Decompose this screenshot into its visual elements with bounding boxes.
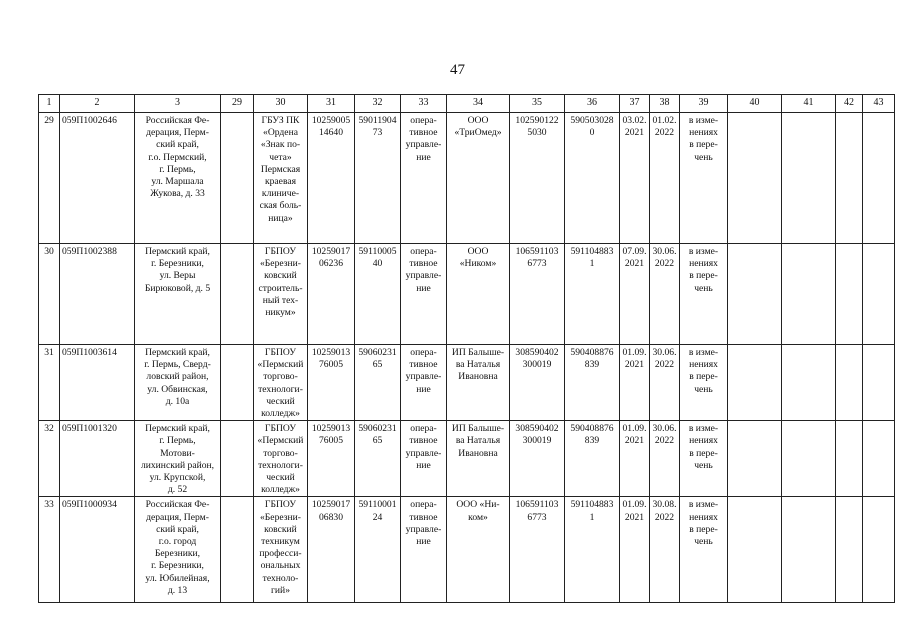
holder-ogrn-cell: 308590402 300019: [510, 421, 565, 497]
note-cell: в изме- нениях в пере- чень: [680, 113, 728, 244]
column-43-cell: [863, 113, 895, 244]
inn-cell: 59060231 65: [355, 345, 401, 421]
right-type-cell: опера- тивное управле- ние: [401, 345, 447, 421]
object-code-cell: 059П1002646: [60, 113, 135, 244]
column-header: 35: [510, 95, 565, 113]
table-row: [39, 497, 895, 603]
column-header: 30: [254, 95, 308, 113]
holder-inn-cell: 590408876 839: [565, 345, 620, 421]
address-cell: Пермский край, г. Березники, ул. Веры Бирюковой, д. 5: [135, 244, 221, 345]
ogrn-cell: 10259017 06236: [308, 244, 355, 345]
date-to-cell: 30.06. 2022: [650, 345, 680, 421]
date-from-cell: 01.09. 2021: [620, 497, 650, 603]
row-number-cell: 30: [39, 244, 60, 345]
holder-inn-cell: 590503028 0: [565, 113, 620, 244]
column-header: 39: [680, 95, 728, 113]
right-type-cell: опера- тивное управле- ние: [401, 244, 447, 345]
ogrn-cell: 10259013 76005: [308, 345, 355, 421]
address-cell: Пермский край, г. Пермь, Сверд- ловский район, ул. Обвинская, д. 10а: [135, 345, 221, 421]
column-header: 33: [401, 95, 447, 113]
inn-cell: 59110005 40: [355, 244, 401, 345]
column-41-cell: [782, 345, 836, 421]
date-to-cell: 30.06. 2022: [650, 421, 680, 497]
right-type-cell: опера- тивное управле- ние: [401, 421, 447, 497]
row-number-cell: 33: [39, 497, 60, 603]
page-number: 47: [450, 62, 465, 78]
holder-cell: ООО «Ни- ком»: [447, 497, 510, 603]
object-code-cell: 059П1000934: [60, 497, 135, 603]
row-number-cell: 32: [39, 421, 60, 497]
holder-ogrn-cell: 102590122 5030: [510, 113, 565, 244]
column-40-cell: [728, 244, 782, 345]
ogrn-cell: 10259017 06830: [308, 497, 355, 603]
holder-cell: ООО «Ником»: [447, 244, 510, 345]
organization-cell: ГБПОУ «Березни- ковский техникум професси- ональных техноло- гий»: [254, 497, 308, 603]
column-header: 1: [39, 95, 60, 113]
column-41-cell: [782, 113, 836, 244]
holder-inn-cell: 591104883 1: [565, 497, 620, 603]
inn-cell: 59011904 73: [355, 113, 401, 244]
date-to-cell: 30.08. 2022: [650, 497, 680, 603]
column-29-cell: [221, 421, 254, 497]
date-from-cell: 03.02. 2021: [620, 113, 650, 244]
holder-inn-cell: 590408876 839: [565, 421, 620, 497]
column-41-cell: [782, 497, 836, 603]
inn-cell: 59060231 65: [355, 421, 401, 497]
column-number-row: [39, 95, 895, 113]
organization-cell: ГБПОУ «Пермский торгово- технологи- ческий колледж»: [254, 421, 308, 497]
column-29-cell: [221, 113, 254, 244]
date-from-cell: 01.09. 2021: [620, 345, 650, 421]
object-code-cell: 059П1001320: [60, 421, 135, 497]
note-cell: в изме- нениях в пере- чень: [680, 421, 728, 497]
column-40-cell: [728, 497, 782, 603]
column-header: 2: [60, 95, 135, 113]
ogrn-cell: 10259005 14640: [308, 113, 355, 244]
organization-cell: ГБУЗ ПК «Ордена «Знак по- чета» Пермская краевая клиниче- ская боль- ница»: [254, 113, 308, 244]
inn-cell: 59110001 24: [355, 497, 401, 603]
column-40-cell: [728, 345, 782, 421]
column-header: 36: [565, 95, 620, 113]
column-42-cell: [836, 113, 863, 244]
column-header: 34: [447, 95, 510, 113]
column-header: 3: [135, 95, 221, 113]
registry-table: [38, 94, 895, 603]
date-from-cell: 07.09. 2021: [620, 244, 650, 345]
object-code-cell: 059П1003614: [60, 345, 135, 421]
column-header: 38: [650, 95, 680, 113]
column-29-cell: [221, 244, 254, 345]
column-42-cell: [836, 421, 863, 497]
column-29-cell: [221, 497, 254, 603]
table-body: [39, 113, 895, 603]
column-header: 40: [728, 95, 782, 113]
right-type-cell: опера- тивное управле- ние: [401, 113, 447, 244]
column-header: 29: [221, 95, 254, 113]
column-header: 42: [836, 95, 863, 113]
note-cell: в изме- нениях в пере- чень: [680, 345, 728, 421]
table-row: [39, 244, 895, 345]
column-header: 41: [782, 95, 836, 113]
column-43-cell: [863, 421, 895, 497]
ogrn-cell: 10259013 76005: [308, 421, 355, 497]
organization-cell: ГБПОУ «Березни- ковский строитель- ный тех- никум»: [254, 244, 308, 345]
holder-inn-cell: 591104883 1: [565, 244, 620, 345]
column-42-cell: [836, 345, 863, 421]
column-40-cell: [728, 113, 782, 244]
holder-ogrn-cell: 106591103 6773: [510, 244, 565, 345]
note-cell: в изме- нениях в пере- чень: [680, 497, 728, 603]
date-to-cell: 01.02. 2022: [650, 113, 680, 244]
column-header: 43: [863, 95, 895, 113]
column-41-cell: [782, 244, 836, 345]
column-43-cell: [863, 345, 895, 421]
row-number-cell: 29: [39, 113, 60, 244]
date-to-cell: 30.06. 2022: [650, 244, 680, 345]
address-cell: Российская Фе- дерация, Перм- ский край, г.о. Пермский, г. Пермь, ул. Маршала Жукова, д. 33: [135, 113, 221, 244]
column-40-cell: [728, 421, 782, 497]
table-row: [39, 345, 895, 421]
address-cell: Пермский край, г. Пермь, Мотови- лихинский район, ул. Крупской, д. 52: [135, 421, 221, 497]
note-cell: в изме- нениях в пере- чень: [680, 244, 728, 345]
row-number-cell: 31: [39, 345, 60, 421]
column-header: 32: [355, 95, 401, 113]
date-from-cell: 01.09. 2021: [620, 421, 650, 497]
holder-cell: ИП Балыше- ва Наталья Ивановна: [447, 421, 510, 497]
column-43-cell: [863, 497, 895, 603]
column-42-cell: [836, 244, 863, 345]
address-cell: Российская Фе- дерация, Перм- ский край, г.о. город Березники, г. Березники, ул. Юбилейная, д. 13: [135, 497, 221, 603]
column-header: 31: [308, 95, 355, 113]
right-type-cell: опера- тивное управле- ние: [401, 497, 447, 603]
table-row: [39, 421, 895, 497]
organization-cell: ГБПОУ «Пермский торгово- технологи- ческий колледж»: [254, 345, 308, 421]
table-row: [39, 113, 895, 244]
holder-ogrn-cell: 106591103 6773: [510, 497, 565, 603]
holder-cell: ООО «ТриОмед»: [447, 113, 510, 244]
column-29-cell: [221, 345, 254, 421]
object-code-cell: 059П1002388: [60, 244, 135, 345]
column-42-cell: [836, 497, 863, 603]
holder-cell: ИП Балыше- ва Наталья Ивановна: [447, 345, 510, 421]
column-header: 37: [620, 95, 650, 113]
column-41-cell: [782, 421, 836, 497]
column-43-cell: [863, 244, 895, 345]
holder-ogrn-cell: 308590402 300019: [510, 345, 565, 421]
